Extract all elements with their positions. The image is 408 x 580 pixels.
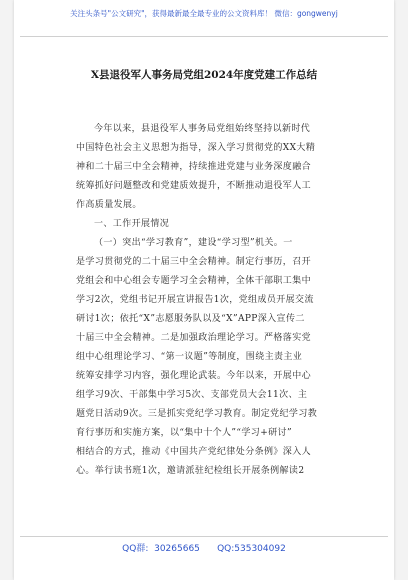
paragraph-line: 研讨1次；依托“X”志愿服务队以及“X”APP深入宣传二	[76, 314, 305, 324]
contact-footer: QQ群: 30265665 QQ:535304092	[122, 544, 286, 554]
paragraph-line: 今年以来，县退役军人事务局党组始终坚持以新时代	[94, 124, 311, 134]
paragraph-line: 统筹抓好问题整改和党建质效提升，不断推动退役军人工	[76, 181, 312, 191]
paragraph-line: 育行事历和实施方案，以“集中十个人”“学习+研讨”	[76, 428, 292, 438]
paragraph-line: 题党日活动9次。三是抓实党纪学习教育。制定党纪学习教	[76, 409, 318, 419]
footer-divider	[20, 536, 388, 537]
paragraph-line: 统筹安排学习内容，强化理论武装。今年以来，开展中心	[76, 371, 312, 381]
paragraph-line: 党组会和中心组会专题学习全会精神，全体干部职工集中	[76, 276, 312, 286]
document-page	[14, 0, 394, 580]
paragraph-line: 相结合的方式，推动《中国共产党纪律处分条例》深入人	[76, 447, 312, 457]
paragraph-line: （一）突出“学习教育”，建设“学习型”机关。一	[94, 238, 293, 248]
paragraph-line: 心。举行读书班1次，邀请派驻纪检组长开展条例解读2	[76, 466, 305, 476]
paragraph-line: 中国特色社会主义思想为指导，深入学习贯彻党的XX大精	[76, 143, 316, 153]
paragraph-line: 学习2次，党组书记开展宣讲报告1次，党组成员开展交流	[76, 295, 314, 305]
paragraph-line: 作高质量发展。	[76, 200, 142, 210]
header-divider	[20, 36, 388, 37]
paragraph-line: 组学习9次、干部集中学习5次、支部党员大会11次、主	[76, 390, 308, 400]
paragraph-line: 十届三中全会精神。二是加强政治理论学习。严格落实党	[76, 333, 312, 343]
paragraph-line: 是学习贯彻党的二十届三中全会精神。制定行事历，召开	[76, 257, 312, 267]
promo-header: 关注头条号"公文研究"，获得最新最全最专业的公文资料库！ 微信：gongwenyj	[70, 9, 338, 18]
document-title: X县退役军人事务局党组2024年度党建工作总结	[90, 69, 318, 81]
paragraph-line: 组中心组理论学习、“第一议题”等制度，围绕主责主业	[76, 352, 303, 362]
section-heading: 一、工作开展情况	[94, 219, 170, 229]
paragraph-line: 神和二十届三中全会精神，持续推进党建与业务深度融合	[76, 162, 312, 172]
